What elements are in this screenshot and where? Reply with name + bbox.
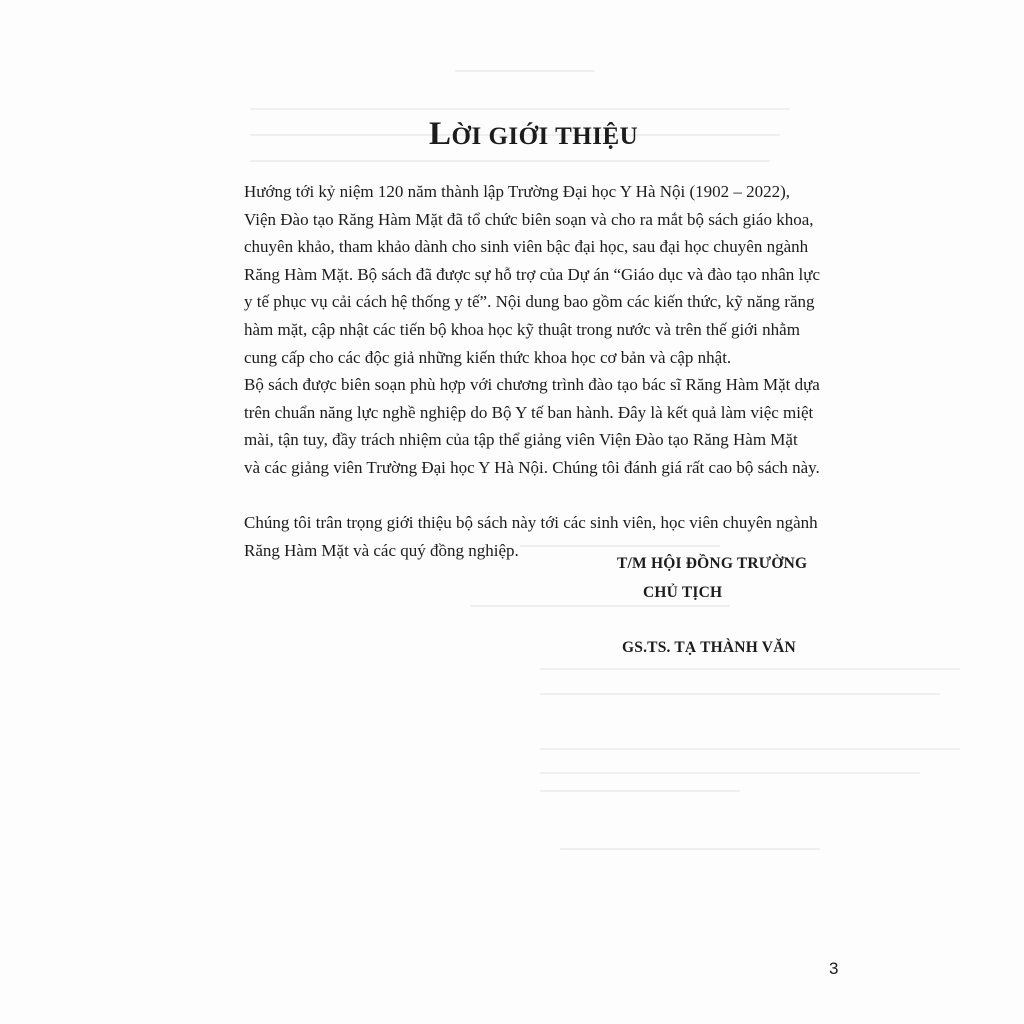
paragraph-line: Răng Hàm Mặt. Bộ sách đã được sự hỗ trợ của Dự án “Giáo dục và đào tạo nhân lực (244, 264, 821, 284)
paragraph-line: y tế phục vụ cải cách hệ thống y tế”. Nội dung bao gồm các kiến thức, kỹ năng răng (244, 292, 815, 312)
signature-name: GS.TS. TẠ THÀNH VĂN (622, 639, 796, 656)
paragraph-intro (244, 178, 844, 371)
paragraph-line: Bộ sách được biên soạn phù hợp với chương trình đào tạo bác sĩ Răng Hàm Mặt dựa (244, 375, 820, 394)
paragraph-line: Hướng tới kỷ niệm 120 năm thành lập Trường Đại học Y Hà Nội (1902 – 2022), (244, 182, 791, 201)
signature-role: CHỦ TỊCH (643, 584, 723, 601)
paragraph-line: Viện Đào tạo Răng Hàm Mặt đã tổ chức biên soạn và cho ra mắt bộ sách giáo khoa, (244, 209, 814, 229)
paragraph-line: chuyên khảo, tham khảo dành cho sinh viên bậc đại học, sau đại học chuyên ngành (244, 237, 809, 257)
paragraph-line: Răng Hàm Mặt và các quý đồng nghiệp. (244, 540, 519, 560)
paragraph-line: cung cấp cho các độc giả những kiến thức khoa học cơ bản và cập nhật. (244, 347, 732, 367)
page-title (429, 116, 638, 153)
title-initial: L (429, 116, 452, 152)
paragraph-line: trên chuẩn năng lực nghề nghiệp do Bộ Y tế ban hành. Đây là kết quả làm việc miệt (244, 402, 814, 422)
paragraph-line: mài, tận tuy, đầy trách nhiệm của tập thể giảng viên Viện Đào tạo Răng Hàm Mặt (244, 430, 798, 450)
paragraph-curriculum (244, 371, 844, 481)
page-number: 3 (829, 959, 839, 978)
paragraph-line: và các giảng viên Trường Đại học Y Hà Nội. Chúng tôi đánh giá rất cao bộ sách này. (244, 457, 820, 477)
title-rest: ỜI GIỚI THIỆU (451, 123, 639, 150)
paragraph-line: Chúng tôi trân trọng giới thiệu bộ sách này tới các sinh viên, học viên chuyên ngành (244, 513, 818, 532)
paragraph-line: hàm mặt, cập nhật các tiến bộ khoa học kỹ thuật trong nước và trên thế giới nhằm (244, 319, 800, 339)
signature-council: T/M HỘI ĐỒNG TRƯỜNG (617, 555, 808, 572)
